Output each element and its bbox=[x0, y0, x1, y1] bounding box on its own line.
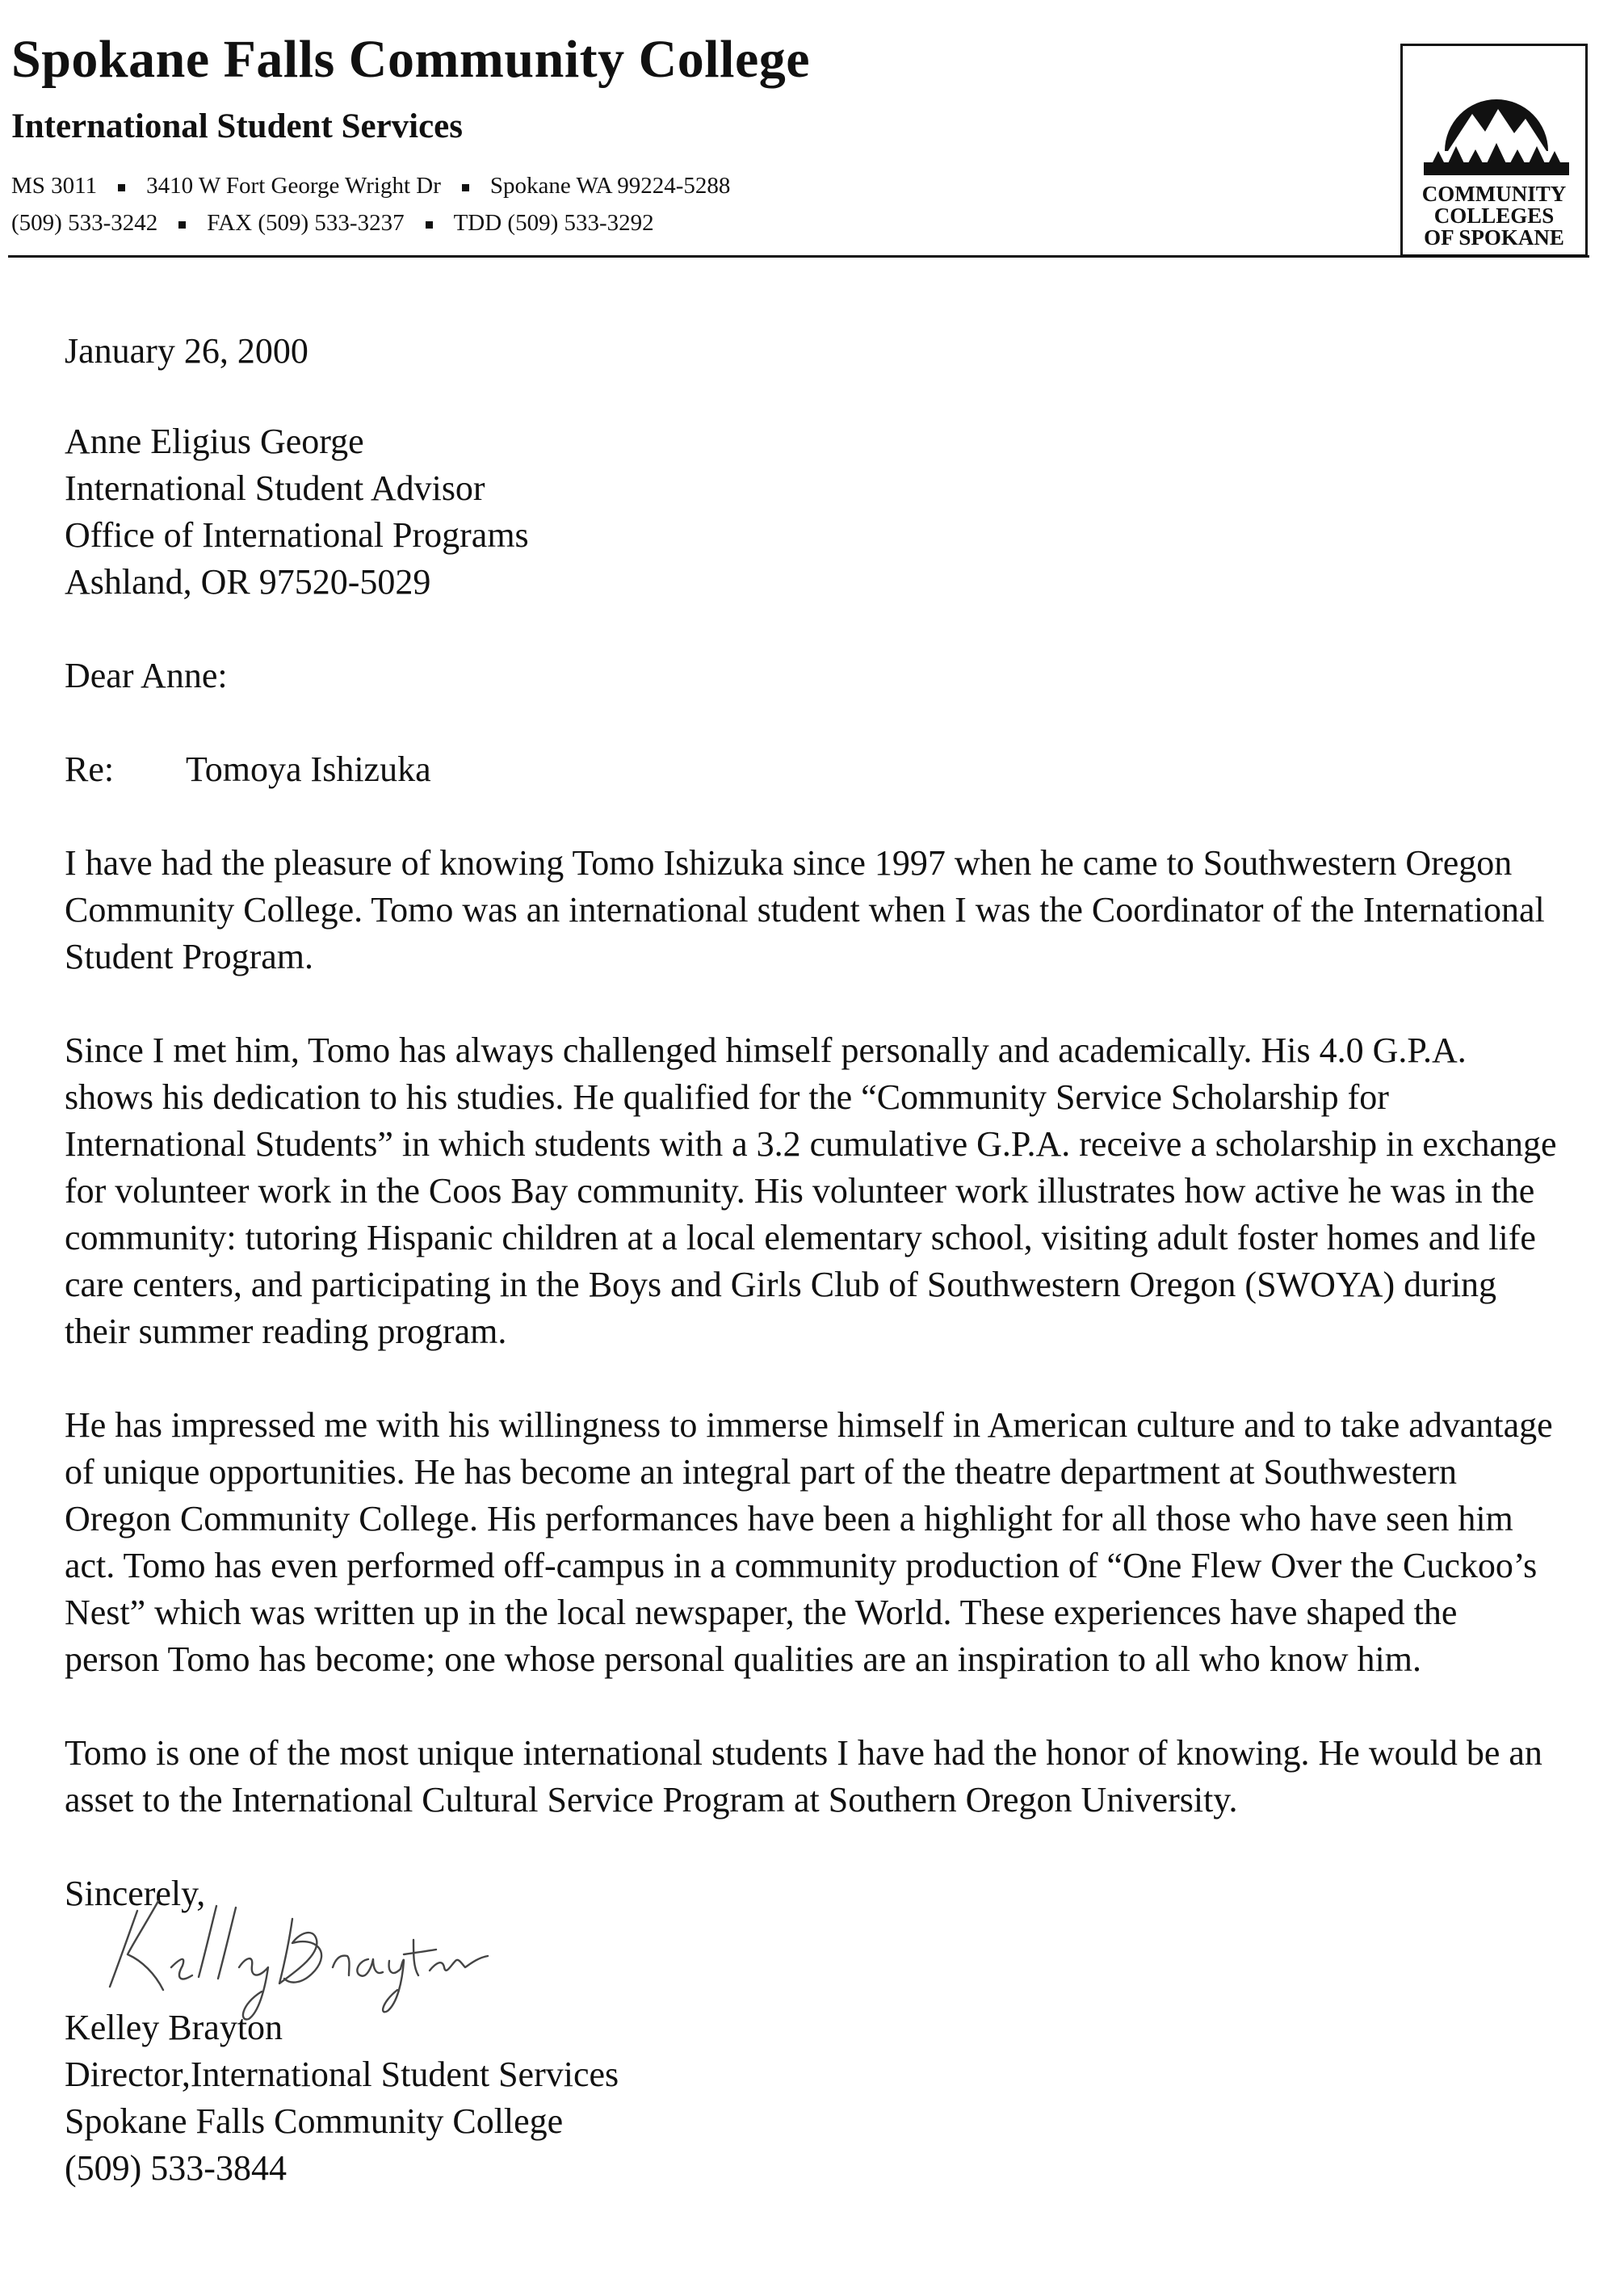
department-name: International Student Services bbox=[11, 107, 463, 145]
subject-label: Re: bbox=[65, 749, 115, 789]
logo-wordmark bbox=[1403, 183, 1585, 249]
paragraph-2: Since I met him, Tomo has always challenged himself personally and academically. His 4.0 G.P.A. shows his dedication to his studies. He qualified for the “Community Service Scholarship for International Students” in which students with a 3.2 cumulative G.P.A. receive a scholarship in exchange for volunteer work in the Coos Bay community. His volunteer work illustrates how active he was in the community: tutoring Hispanic children at a local elementary school, visiting adult foster homes and life care centers, and participating in the Boys and Girls Club of Southwestern Oregon (SWOYA) during their summer reading program. bbox=[65, 1030, 1557, 1351]
sender-phone: (509) 533-3844 bbox=[65, 2148, 287, 2188]
paragraph-4: Tomo is one of the most unique international students I have had the honor of knowing. He would be an asset to the International Cultural Service Program at Southern Oregon University. bbox=[65, 1733, 1542, 1820]
subject-name: Tomoya Ishizuka bbox=[186, 749, 431, 789]
recipient-office: Office of International Programs bbox=[65, 515, 529, 555]
letter-body bbox=[65, 328, 1559, 2192]
sender-name: Kelley Brayton bbox=[65, 2008, 283, 2047]
contact-line-address bbox=[11, 173, 730, 199]
recipient-title: International Student Advisor bbox=[65, 468, 485, 508]
recipient-city: Ashland, OR 97520-5029 bbox=[65, 562, 431, 602]
letter-date: January 26, 2000 bbox=[65, 331, 308, 371]
sender-block bbox=[65, 2004, 1559, 2192]
phone-number: (509) 533-3242 bbox=[11, 210, 158, 236]
sender-title: Director,International Student Services bbox=[65, 2055, 619, 2094]
logo-text-line: COLLEGES bbox=[1433, 204, 1555, 228]
contact-line-phones bbox=[11, 210, 654, 237]
college-name: Spokane Falls Community College bbox=[11, 30, 811, 89]
city-state-zip: Spokane WA 99224-5288 bbox=[489, 173, 731, 199]
closing: Sincerely, bbox=[65, 1874, 206, 1913]
fax-number: FAX (509) 533-3237 bbox=[207, 210, 405, 236]
salutation: Dear Anne: bbox=[65, 656, 228, 695]
bullet-icon bbox=[178, 221, 186, 229]
subject-line bbox=[65, 746, 1559, 793]
bullet-icon bbox=[462, 184, 469, 191]
paragraph-3: He has impressed me with his willingness to immerse himself in American culture and to take advantage of unique opportunities. He has become an integral part of the theatre department at Southwestern Oregon Community College. His performances have been a highlight for all those who have seen him act. Tomo has even performed off-campus in a community production of “One Flew Over the Cuckoo’s Nest” which was written up in the local newspaper, the World. These experiences have shaped the person Tomo has become; one whose personal qualities are an inspiration to all who know him. bbox=[65, 1405, 1553, 1679]
bullet-icon bbox=[426, 221, 433, 229]
signature-area bbox=[65, 1917, 1559, 2004]
tdd-number: TDD (509) 533-3292 bbox=[453, 210, 654, 236]
paragraph-1: I have had the pleasure of knowing Tomo Ishizuka since 1997 when he came to Southwestern Oregon Community College. Tomo was an international student when I was the Coordinator of the International Student Program. bbox=[65, 843, 1545, 976]
logo-text-line: OF SPOKANE bbox=[1424, 225, 1564, 250]
logo-text-line: COMMUNITY bbox=[1421, 182, 1567, 206]
recipient-name: Anne Eligius George bbox=[65, 422, 364, 461]
bullet-icon bbox=[118, 184, 125, 191]
letterhead-divider bbox=[8, 255, 1589, 258]
mail-stop: MS 3011 bbox=[11, 173, 98, 199]
mountain-sun-icon bbox=[1421, 62, 1572, 175]
street-address: 3410 W Fort George Wright Dr bbox=[146, 173, 441, 199]
handwritten-signature bbox=[81, 1877, 501, 2022]
sender-organization: Spokane Falls Community College bbox=[65, 2101, 564, 2141]
community-colleges-logo bbox=[1400, 44, 1588, 257]
